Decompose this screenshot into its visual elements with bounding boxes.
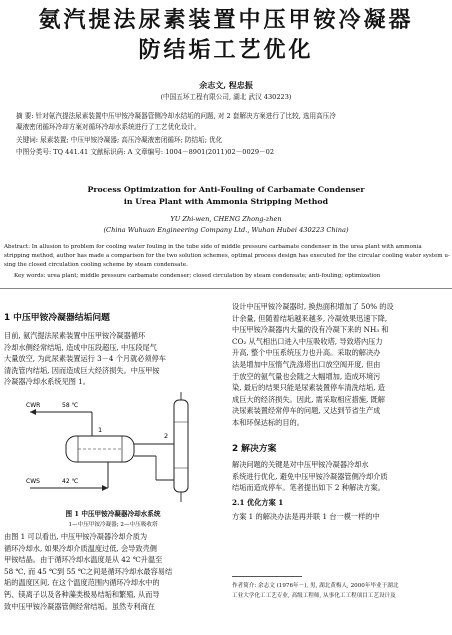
abstract-cn-line-2: 凝液密闭循环冷却方案对循环冷却水系统进行了工艺优化设计。 bbox=[16, 123, 201, 131]
absorber-column bbox=[174, 400, 188, 492]
right-para-1-line: 升高, 整个中压系统压力也升高。采取的解决办 bbox=[232, 348, 381, 358]
authors-en: YU Zhi-wen, CHENG Zhong-zhen bbox=[170, 215, 282, 223]
item-2-label: 2 bbox=[164, 432, 169, 440]
left-para-2-line: 由图 1 可以看出, 中压甲铵冷凝器冷却介质为 bbox=[4, 532, 148, 541]
right-para-1-line: 染, 最后的结果只能是尿素装置停车清洗结垢, 造 bbox=[232, 383, 385, 393]
right-para-2-line: 系统进行优化, 避免中压甲铵冷凝器管侧冷却介质 bbox=[232, 471, 388, 481]
right-para-1-line: 于放空的氨气量也会随之大幅增加, 造成环境污 bbox=[232, 371, 381, 381]
right-para-1-line: 成巨大的经济损失。因此, 需采取相应措施, 既解 bbox=[232, 394, 385, 404]
left-para-2 bbox=[4, 531, 216, 612]
abstract-cn-line-1: 摘 要: 针对氨汽提法尿素装置中压甲铵冷凝器管侧冷却水结垢的问题, 对 2 套解决方案进行了比较, 选用高压冷 bbox=[16, 112, 336, 120]
left-para-2-line: 钙、镁离子以及各种藻类极易结垢和繁殖, 从而导 bbox=[4, 589, 160, 599]
figure-1-caption: 图 1 中压甲铵冷凝器冷却水系统 bbox=[65, 510, 161, 518]
abstract-en-line-3: sing the closed circulation cooling scheme by steam condensate. bbox=[4, 262, 188, 268]
right-para-1 bbox=[232, 301, 448, 429]
right-para-1-line: 决尿素装置经常停车的问题, 又达到节省生产成 bbox=[232, 406, 381, 416]
right-para-2-line: 解决问题的关键是对中压甲铵冷凝器冷却水 bbox=[232, 460, 369, 469]
footnote-divider bbox=[232, 576, 302, 577]
right-para-2-line: 结垢而造成停车。笔者提出如下 2 种解决方案。 bbox=[232, 483, 385, 493]
left-para-2-line: 循环冷却水, 如果冷却介质温度过低, 会导致壳侧 bbox=[4, 543, 157, 553]
left-para-2-line: 致中压甲铵冷凝器管侧经常结垢。虽然专利商在 bbox=[4, 601, 155, 611]
paper-title-line-1: 氨汽提法尿素装置中压甲铵冷凝器 bbox=[38, 8, 414, 33]
temp-bottom-label: 42 ℃ bbox=[62, 478, 79, 485]
author-note-line-2: 工业大学化工工艺专业, 高级工程师, 从事化工工程项目工艺设计及 bbox=[232, 593, 396, 599]
english-title-line-2: in Urea Plant with Ammonia Stripping Method bbox=[123, 197, 329, 206]
left-para-1-line: 冷却水侧经常结垢, 造成中压段超压, 中压段尾气 bbox=[4, 342, 157, 352]
abstract-en-line-1: Abstract: In allusion to problem for cooling water fouling in the tube side of middle pressure carbamate condenser in the urea plant with ammonia bbox=[4, 244, 422, 250]
section-1-heading: 1 中压甲铵冷凝器结垢问题 bbox=[4, 313, 110, 323]
authors-cn: 余志文, 程忠振 bbox=[199, 80, 253, 90]
right-para-1-line: CO₂ 从气相出口进入中压吸收塔, 导致塔内压力 bbox=[232, 336, 383, 346]
left-para-1-line: 冷凝器冷却水系统见图 1。 bbox=[4, 377, 90, 387]
right-para-1-line: 设计中压甲铵冷凝器时, 换热面积增加了 50% 的设 bbox=[232, 302, 394, 311]
author-note-line-1: 作者简介: 余志文 (1976年－), 男, 湖北黄梅人, 2000年毕业于湖北 bbox=[232, 583, 399, 589]
keywords-en: Key words: urea plant; middle pressure carbamate condenser; closed circulation by steam condensate; anti-fouling; optimization bbox=[14, 273, 381, 279]
header-divider bbox=[0, 288, 452, 289]
right-para-1-line: 计余量, 但随着结垢越来越多, 冷凝效果迅速下降, bbox=[232, 313, 388, 323]
figure-1-note: 1—中压甲铵冷凝器; 2—中压吸收塔 bbox=[68, 522, 158, 528]
left-para-2-line: 58 ℃, 而 45 ℃到 55 ℃之间是循环冷却水最容易结 bbox=[4, 566, 173, 576]
right-para-1-line: 本和环保达标的目的。 bbox=[232, 417, 304, 427]
right-para-1-line: 中压甲铵冷凝器内大量的没有冷凝下来的 NH₃ 和 bbox=[232, 325, 389, 335]
right-para-3: 方案 1 的解决办法是再并联 1 台一模一样的中 bbox=[232, 512, 380, 521]
subsection-2-1-heading: 2.1 优化方案 1 bbox=[232, 498, 284, 507]
temp-top-label: 58 ℃ bbox=[62, 402, 79, 409]
keywords-cn: 关键词: 尿素装置; 中压甲铵冷凝器; 高压冷凝液密闭循环; 防结垢; 优化 bbox=[16, 136, 223, 144]
left-para-2-line: 甲铵结晶。由于循环冷却水温度是从 42 ℃升温至 bbox=[4, 555, 163, 565]
figure-1-diagram bbox=[24, 392, 214, 504]
section-2-heading: 2 解决方案 bbox=[232, 444, 277, 454]
affiliation-en: (China Wuhuan Engineering Company Ltd., Wuhan Hubei 430223 China) bbox=[103, 226, 349, 234]
left-para-1-line: 清洗管内结垢, 因而造成巨大经济损失。中压甲铵 bbox=[4, 365, 160, 375]
left-para-1-line: 大量放空, 为此尿素装置运行 3－4 个月就必须停车 bbox=[4, 354, 167, 364]
cws-label: CWS bbox=[26, 478, 40, 485]
english-title-line-1: Process Optimization for Anti-Fouling of Carbamate Condenser bbox=[87, 185, 365, 194]
abstract-en-line-2: stripping method, author has made a comparison for the two solution schemes, optimal process design has executed for the circular cooling water system u- bbox=[4, 253, 450, 259]
cwr-label: CWR bbox=[26, 402, 41, 409]
left-para-1 bbox=[4, 330, 216, 388]
left-para-1-line: 目前, 氨汽提法尿素装置中压甲铵冷凝器循环 bbox=[4, 331, 146, 340]
right-para-1-line: 法是增加中压惰气洗涤塔出口放空阀开度, 但由 bbox=[232, 359, 381, 369]
item-1-label: 1 bbox=[98, 426, 103, 434]
left-para-2-line: 垢的温度区间, 在这个温度范围内循环冷却水中的 bbox=[4, 578, 160, 588]
classification-cn: 中图分类号: TQ 441.41 文献标识码: A 文章编号: 1004－8901(2011)02－0029－02 bbox=[16, 148, 275, 156]
right-para-2 bbox=[232, 459, 448, 494]
affiliation-cn: (中国五环工程有限公司, 湖北 武汉 430223) bbox=[160, 93, 292, 101]
paper-title-line-2: 防结垢工艺优化 bbox=[138, 38, 314, 63]
